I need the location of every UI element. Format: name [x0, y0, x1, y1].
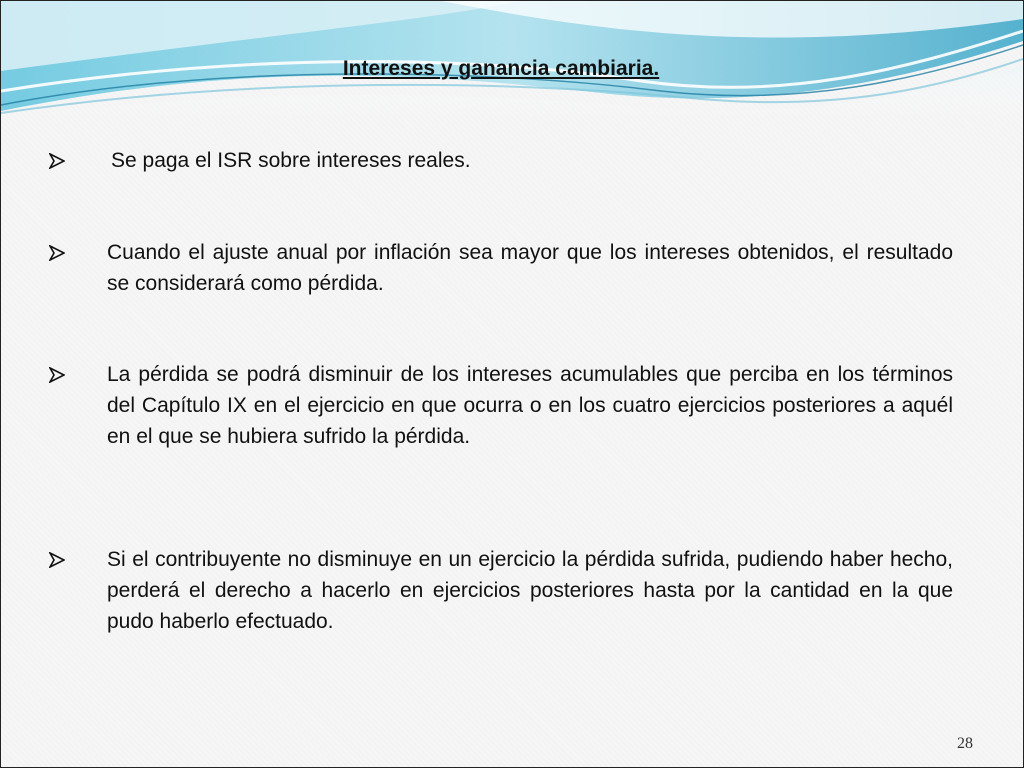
- bullet-item-2: [49, 237, 953, 299]
- arrowhead-bullet-icon: [49, 544, 67, 575]
- bullet-text: Cuando el ajuste anual por inflación sea mayor que los intereses obtenidos, el resultado se considerará como pérdida.: [107, 241, 953, 295]
- page-number: 28: [957, 735, 973, 752]
- bullet-item-1: [49, 145, 953, 176]
- bullet-text: La pérdida se podrá disminuir de los intereses acumulables que perciba en los términos del Capítulo IX en el ejercicio en que ocurra o en los cuatro ejercicios posteriores a aquél en el que se hubiera sufrido la pérdida.: [107, 363, 953, 448]
- arrowhead-bullet-icon: [49, 145, 67, 176]
- arrowhead-bullet-icon: [49, 359, 67, 390]
- slide-title: Intereses y ganancia cambiaria.: [342, 57, 660, 80]
- bullet-text: Se paga el ISR sobre intereses reales.: [111, 149, 471, 172]
- bullet-item-3: [49, 359, 953, 452]
- bullet-text: Si el contribuyente no disminuye en un ejercicio la pérdida sufrida, pudiendo haber hecho, perderá el derecho a hacerlo en ejercicios posteriores hasta por la cantidad en la que pudo haberlo efectuado.: [107, 548, 953, 633]
- bullet-item-4: [49, 544, 953, 637]
- arrowhead-bullet-icon: [49, 237, 67, 268]
